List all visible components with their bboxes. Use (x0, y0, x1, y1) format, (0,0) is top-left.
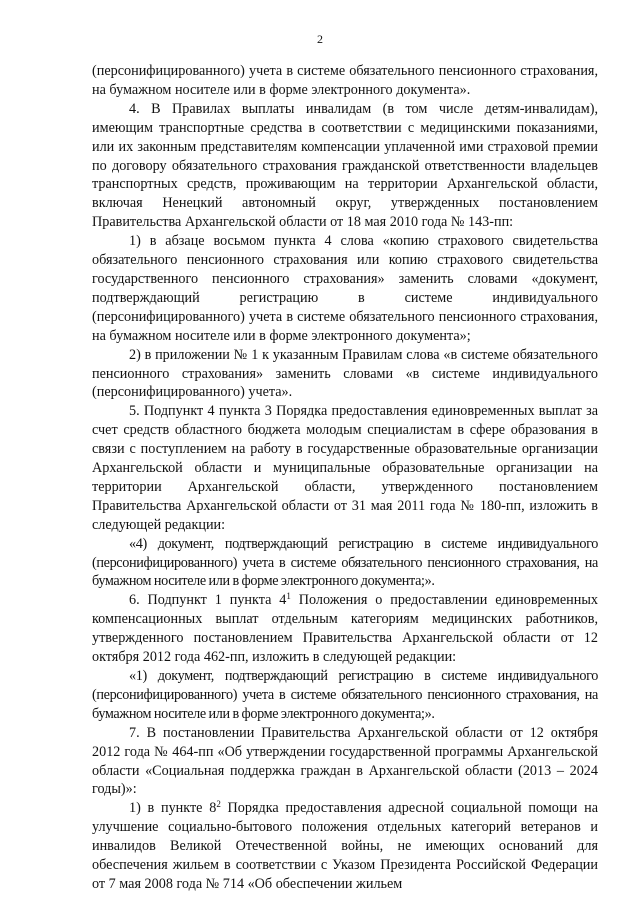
paragraph-item-4: 4. В Правилах выплаты инвалидам (в том числе детям-инвалидам), имеющим транспортные средства в соответствии с медицинскими показаниями, или их законным представителям компенсации уплаченной ими страховой премии по договору обязательного страхования гражданской ответственности владельцев транспортных средств, проживающим на территории Архангельской области, включая Ненецкий автономный округ, утвержденных постановлением Правительства Архангельской области от 18 мая 2010 года № 143-пп: (92, 100, 598, 231)
paragraph-quote-6: «1) документ, подтверждающий регистрацию в системе индивидуального (персонифицированного) учета в системе обязательного пенсионного страхования, на бумажном носителе или в форме электронного документа;». (92, 668, 598, 722)
paragraph-continuation: (персонифицированного) учета в системе обязательного пенсионного страхования, на бумажном носителе или в форме электронного документа». (92, 63, 598, 98)
paragraph-quote-5: «4) документ, подтверждающий регистрацию в системе индивидуального (персонифицированного) учета в системе обязательного пенсионного страхования, на бумажном носителе или в форме электронного документа;». (92, 535, 598, 590)
paragraph-subitem-7-1-end: Порядка предоставления адресной социальной помощи на улучшение социально-бытового положения отдельных категорий ветеранов и инвалидов Великой Отечественной войны, не имеющих оснований для обеспечения жильем в соответствии с Указом Президента Российской Федерации от 7 мая 2008 года № 714 «Об обеспечении жильем (92, 800, 598, 892)
superscript: 1 (286, 591, 291, 602)
paragraph-subitem-7-1 (92, 799, 598, 894)
superscript: 2 (216, 799, 221, 810)
document-body (92, 62, 598, 894)
paragraph-item-6-start: 6. Подпункт 1 пункта 4 (129, 592, 287, 609)
paragraph-item-5: 5. Подпункт 4 пункта 3 Порядка предоставления единовременных выплат за счет средств областного бюджета молодым специалистам в сфере образования в связи с поступлением на работу в государственные образовательные организации Архангельской области и муниципальные образовательные организации на территории Архангельской области, утвержденного постановлением Правительства Архангельской области от 31 мая 2011 года № 180-пп, изложить в следующей редакции: (92, 403, 598, 533)
page-number: 2 (317, 32, 323, 46)
paragraph-item-6-end: Положения о предоставлении единовременных компенсационных выплат отдельным категориям медицинских работников, утвержденного постановлением Правительства Архангельской области от 12 октября 2012 года 462-пп, изложить в следующей редакции: (92, 592, 598, 666)
paragraph-subitem-7-1-start: 1) в пункте 8 (129, 800, 217, 817)
paragraph-item-7: 7. В постановлении Правительства Архангельской области от 12 октября 2012 года № 464-пп «Об утверждении государственной программы Архангельской области «Социальная поддержка граждан в Архангельской области (2013 – 2024 годы)»: (92, 724, 598, 798)
paragraph-item-6 (92, 591, 598, 667)
paragraph-subitem-4-2: 2) в приложении № 1 к указанным Правилам слова «в системе обязательного пенсионного страхования» заменить словами «в системе индивидуального (персонифицированного) учета». (92, 346, 598, 401)
paragraph-subitem-4-1: 1) в абзаце восьмом пункта 4 слова «копию страхового свидетельства обязательного пенсионного страхования или копию страхового свидетельства государственного пенсионного страхования» заменить словами «документ, подтверждающий регистрацию в системе индивидуального (персонифицированного) учета в системе обязательного пенсионного страхования, на бумажном носителе или в форме электронного документа»; (92, 233, 598, 344)
